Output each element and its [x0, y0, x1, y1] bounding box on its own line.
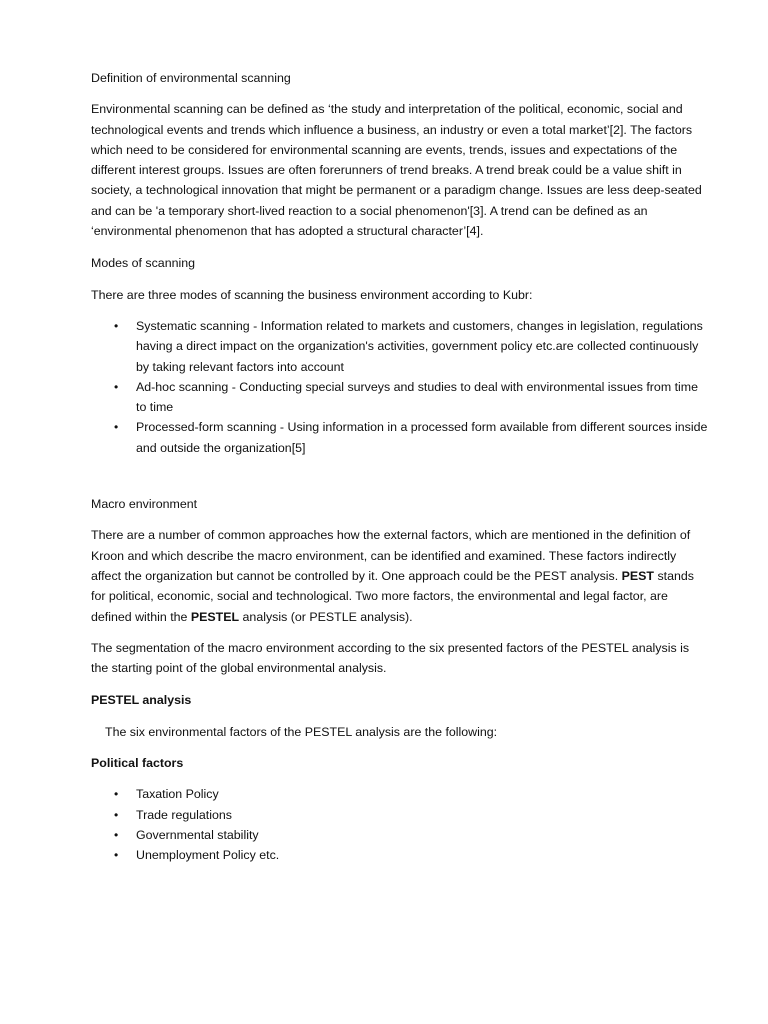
bullet-icon: • — [114, 848, 119, 863]
list-item-text: Governmental stability — [136, 827, 259, 842]
text-run: There are a number of common approaches how the external factors, which are mentioned in the definition of Kroon and which describe the macro environment, can be identified and examined. These factors indirectly affect the organization but cannot be controlled by it. One approach could be the PEST analysis. — [91, 528, 691, 583]
list-modes — [91, 316, 708, 458]
list-political-factors — [91, 784, 708, 865]
list-item — [114, 417, 708, 458]
bullet-icon: • — [114, 379, 119, 394]
paragraph-definition: Environmental scanning can be defined as ‘the study and interpretation of the political, economic, social and technological events and trends which influence a business, an industry or even a total market’[2]. The factors which need to be considered for environmental scanning are events, trends, issues and expectations of the different interest groups. Issues are often forerunners of trend breaks. A trend break could be a value shift in society, a technological innovation that might be permanent or a paradigm change. Issues are less deep-seated and can be 'a temporary short-lived reaction to a social phenomenon'[3]. A trend can be defined as an ‘environmental phenomenon that has adopted a structural character’[4]. — [91, 102, 702, 239]
list-item-text: Systematic scanning - Information related to markets and customers, changes in legislation, regulations having a direct impact on the organization's activities, government policy etc.are collected continuously by taking relevant factors into account — [136, 318, 703, 374]
list-item-text: Taxation Policy — [136, 787, 219, 802]
paragraph-pestel-intro: The six environmental factors of the PESTEL analysis are the following: — [105, 724, 498, 739]
bullet-icon: • — [114, 787, 119, 802]
list-item-text: Ad-hoc scanning - Conducting special surveys and studies to deal with environmental issues from time to time — [136, 379, 698, 415]
list-item — [114, 845, 708, 865]
text-run: stands for political, economic, social and technological. Two more factors, the environmental and legal factor, are defined within the — [91, 568, 694, 624]
heading-pestel-analysis: PESTEL analysis — [91, 693, 192, 708]
bold-pest: PEST — [621, 568, 654, 583]
list-item — [114, 316, 708, 377]
list-item-text: Unemployment Policy etc. — [136, 848, 280, 863]
heading-definition: Definition of environmental scanning — [91, 71, 291, 85]
list-item — [114, 825, 708, 845]
heading-modes-of-scanning: Modes of scanning — [91, 256, 196, 271]
list-item — [114, 805, 708, 825]
list-item-text: Processed-form scanning - Using information in a processed form available from different sources inside and outside the organization[5] — [136, 420, 708, 455]
paragraph-macro-segmentation: The segmentation of the macro environment according to the six presented factors of the PESTEL analysis is the starting point of the global environmental analysis. — [91, 640, 690, 676]
bullet-icon: • — [114, 420, 119, 435]
paragraph-modes-intro: There are three modes of scanning the business environment according to Kubr: — [91, 287, 533, 302]
bold-pestel: PESTEL — [190, 609, 240, 624]
list-item — [114, 784, 708, 804]
heading-political-factors: Political factors — [91, 756, 184, 771]
list-item-text: Trade regulations — [136, 807, 232, 822]
text-run: analysis (or PESTLE analysis). — [239, 609, 413, 624]
heading-macro-environment: Macro environment — [91, 497, 198, 512]
bullet-icon: • — [114, 827, 119, 842]
bullet-icon: • — [114, 318, 119, 333]
paragraph-macro-approaches — [91, 525, 708, 626]
list-item — [114, 377, 708, 418]
bullet-icon: • — [114, 807, 119, 822]
